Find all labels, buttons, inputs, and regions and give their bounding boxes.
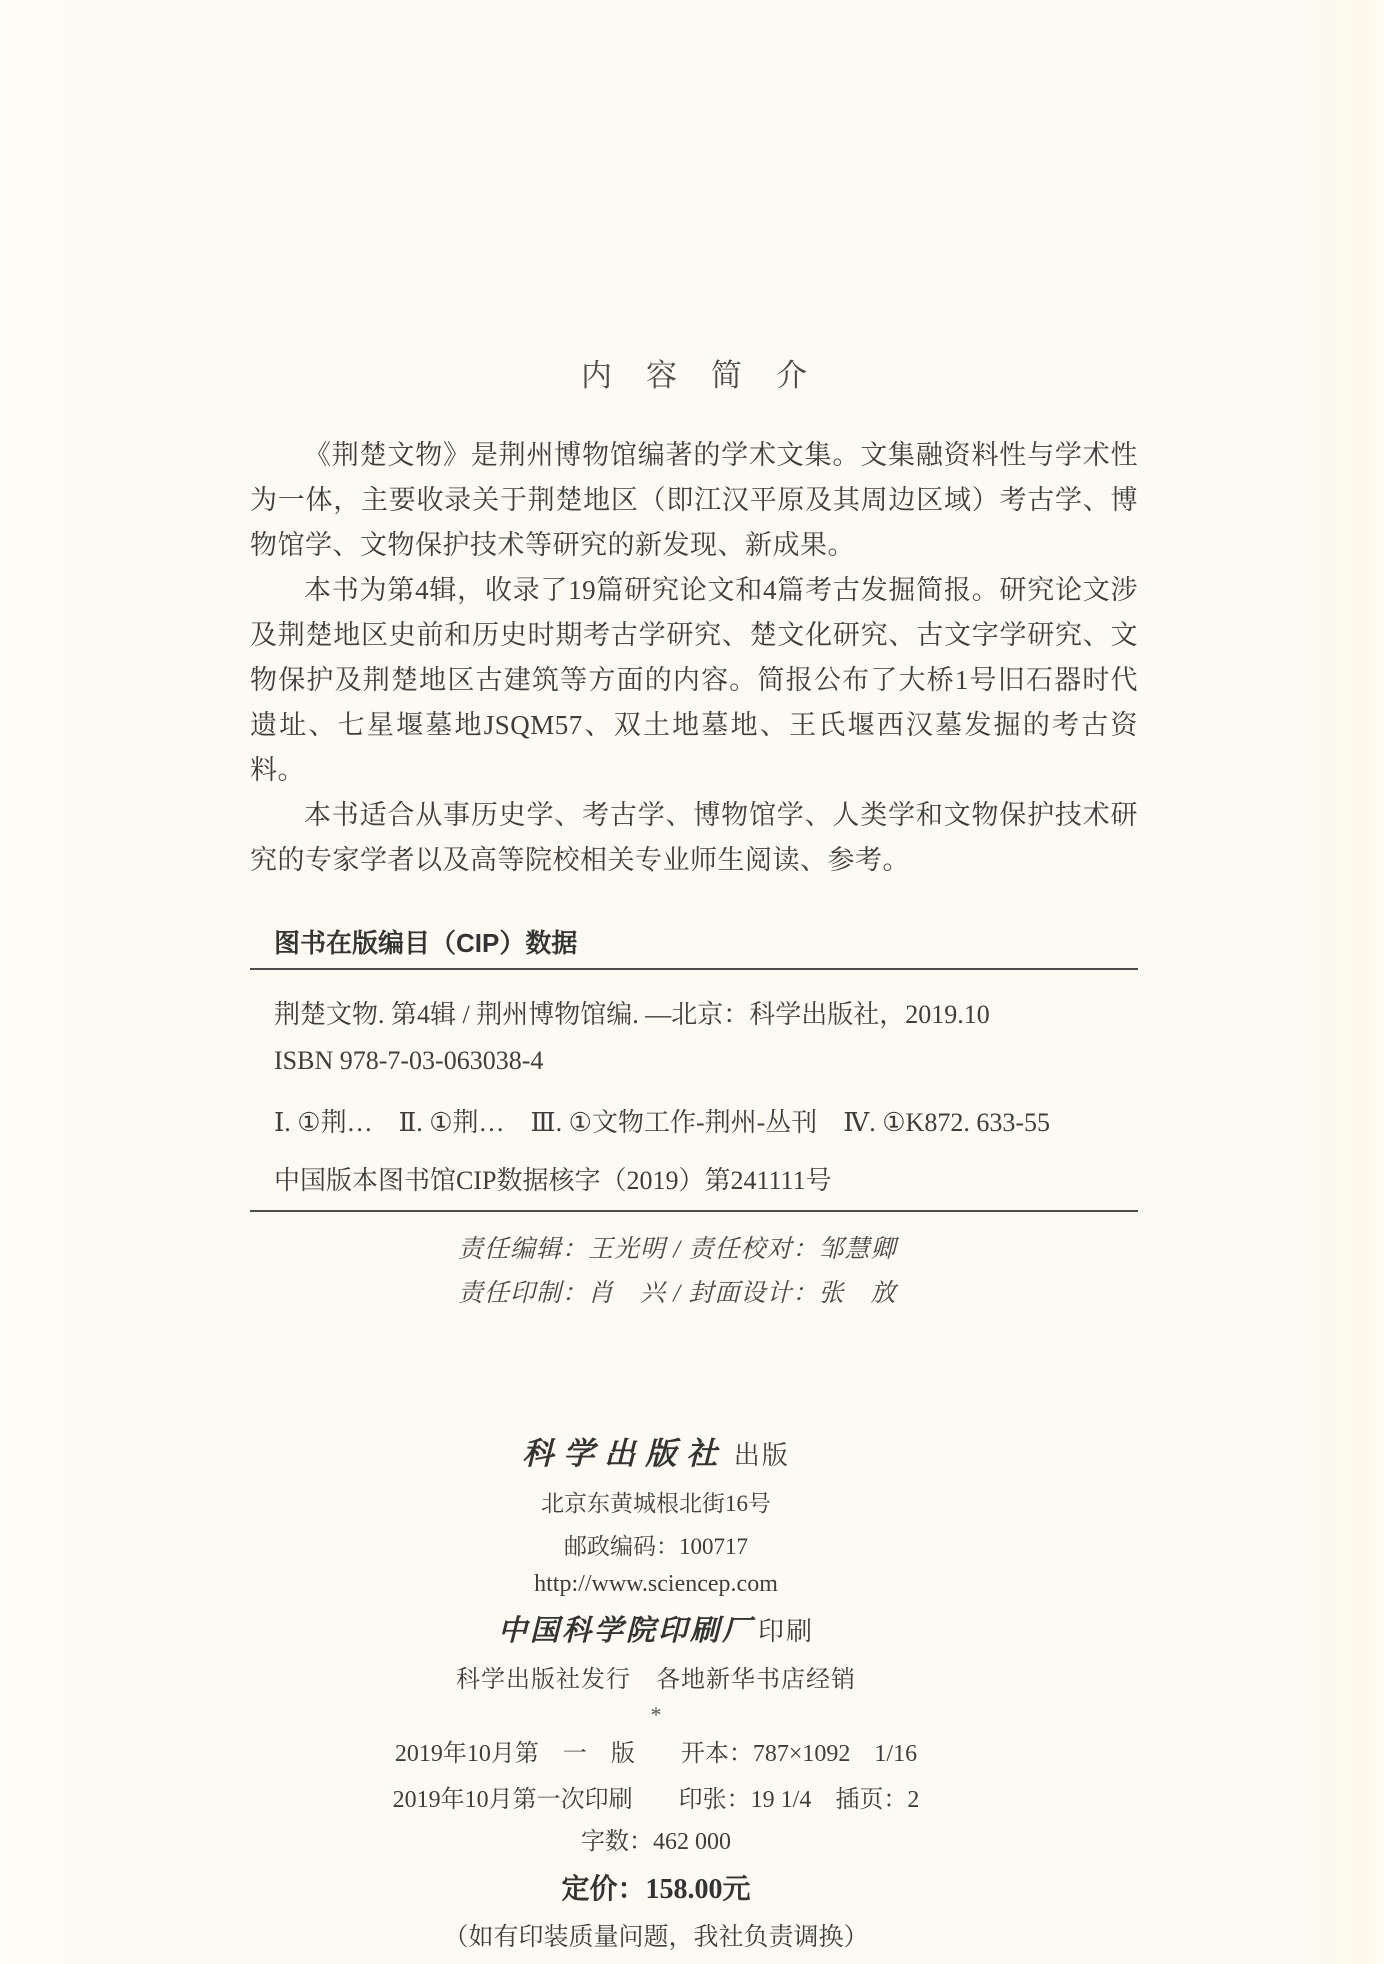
cip-header: 图书在版编目（CIP）数据: [274, 928, 578, 958]
format-spec: 开本：787×1092 1/16: [680, 1741, 918, 1767]
cip-title-line: 荆楚文物. 第4辑 / 荆州博物馆编. —北京：科学出版社，2019.10: [274, 1000, 990, 1029]
intro-paragraph-2: 本书为第4辑，收录了19篇研究论文和4篇考古发掘简报。研究论文涉及荆楚地区史前和历史时期考古学研究、楚文化研究、古文字学研究、文物保护及荆楚地区古建筑等方面的内容。简报公布了大桥1号旧石器时代遗址、七星堰墓地JSQM57、双土地墓地、王氏堰西汉墓发掘的考古资料。: [250, 575, 1138, 785]
publisher-address: 北京东黄城根北街16号: [541, 1491, 771, 1516]
credits-editor-line: 责任编辑：王光明 / 责任校对：邹慧卿: [458, 1236, 897, 1263]
edition-row: [250, 1734, 1062, 1774]
edition-date: 2019年10月第 一 版: [394, 1741, 635, 1767]
credits-print-design-line: 责任印制：肖 兴 / 封面设计：张 放: [458, 1280, 897, 1307]
price: 定价：158.00元: [561, 1874, 751, 1905]
cip-classification-line: Ⅰ. ①荆… Ⅱ. ①荆… Ⅲ. ①文物工作-荆州-丛刊 Ⅳ. ①K872. 633-55: [274, 1108, 1050, 1137]
cip-data-block: [250, 923, 1138, 1212]
publisher-postcode: 邮政编码：100717: [564, 1534, 748, 1559]
printer-logotype: 中国科学院印刷厂: [497, 1613, 754, 1647]
cip-isbn-line: ISBN 978-7-03-063038-4: [274, 1046, 544, 1075]
intro-paragraphs: [250, 433, 1138, 883]
publisher-line: [250, 1428, 1062, 1473]
colophon: [250, 1428, 1062, 1960]
word-count: 字数：462 000: [581, 1829, 731, 1855]
cip-top-rule: [250, 968, 1138, 970]
publisher-website: http://www.sciencep.com: [534, 1571, 778, 1597]
cip-body: [250, 992, 1138, 1204]
cip-bottom-rule: [250, 1210, 1138, 1212]
section-divider-asterisk: *: [650, 1702, 662, 1727]
intro-paragraph-3: 本书适合从事历史学、考古学、博物馆学、人类学和文物保护技术研究的专家学者以及高等院校相关专业师生阅读、参考。: [250, 800, 1138, 875]
publisher-suffix: 出版: [733, 1441, 790, 1470]
page-content: [250, 0, 1138, 1960]
intro-title: 内容简介: [581, 358, 841, 393]
printer-suffix: 印刷: [758, 1617, 815, 1646]
intro-paragraph-1: 《荆楚文物》是荆州博物馆编著的学术文集。文集融资料性与学术性为一体，主要收录关于荆楚地区（即江汉平原及其周边区域）考古学、博物馆学、文物保护技术等研究的新发现、新成果。: [250, 440, 1138, 560]
printing-row: [250, 1780, 1062, 1820]
distribution-line: 科学出版社发行 各地新华书店经销: [456, 1667, 856, 1693]
staff-credits: [458, 1228, 1138, 1316]
printer-line: [250, 1608, 1062, 1649]
sheets-inserts-spec: 印张：19 1/4 插页：2: [678, 1787, 920, 1813]
quality-exchange-notice: （如有印装质量问题，我社负责调换）: [443, 1924, 869, 1951]
publisher-logotype: 科学出版社: [522, 1436, 728, 1472]
printing-date: 2019年10月第一次印刷: [392, 1787, 633, 1813]
cip-record-number-line: 中国版本图书馆CIP数据核字（2019）第241111号: [274, 1166, 832, 1195]
